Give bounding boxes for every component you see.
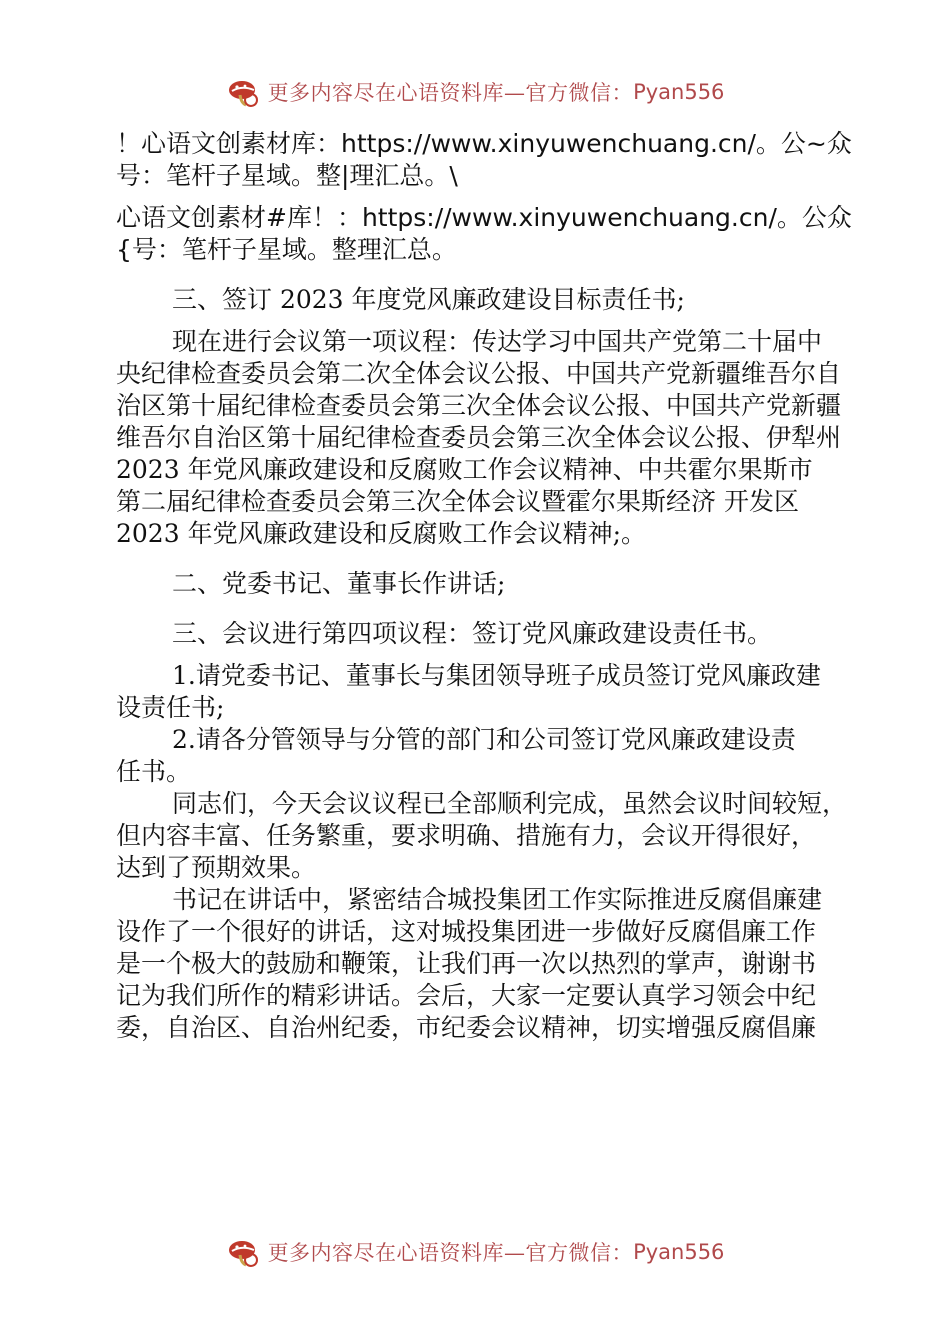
paragraph-line: 2023 年党风廉政建设和反腐败工作会议精神;。 xyxy=(116,519,646,548)
watermark-line: {号：笔杆子星域。整理汇总。 xyxy=(116,235,457,264)
paragraph-agenda-three: 三、签订 2023 年度党风廉政建设目标责任书; xyxy=(172,285,685,314)
paragraph-line: 同志们，今天会议议程已全部顺利完成，虽然会议时间较短， xyxy=(172,789,848,818)
banner-text: 更多内容尽在心语资料库—官方微信： xyxy=(267,81,634,105)
paragraph-line: 委，自治区、自治州纪委，市纪委会议精神，切实增强反腐倡廉 xyxy=(116,1013,817,1042)
paragraph-line: 记为我们所作的精彩讲话。会后，大家一定要认真学习领会中纪 xyxy=(116,981,817,1010)
paragraph-agenda-two: 二、党委书记、董事长作讲话; xyxy=(172,569,506,598)
banner-wechat-id: Pyan556 xyxy=(633,1240,725,1264)
watermark-line: 心语文创素材#库！：https://www.xinyuwenchuang.cn/。公众 xyxy=(116,203,852,232)
paragraph-line: 2023 年党风廉政建设和反腐败工作会议精神、中共霍尔果斯市 xyxy=(116,455,813,484)
paragraph-agenda-four: 三、会议进行第四项议程：签订党风廉政建设责任书。 xyxy=(172,619,773,648)
paragraph-line: 央纪律检查委员会第二次全体会议公报、中国共产党新疆维吾尔自 xyxy=(116,359,842,388)
list-item: 2.请各分管领导与分管的部门和公司签订党风廉政建设责 xyxy=(172,725,796,754)
header-banner xyxy=(0,70,950,114)
paragraph-line: 是一个极大的鼓励和鞭策，让我们再一次以热烈的掌声，谢谢书 xyxy=(116,949,817,978)
paragraph-line: 书记在讲话中，紧密结合城投集团工作实际推进反腐倡廉建 xyxy=(172,885,823,914)
paragraph-line: 达到了预期效果。 xyxy=(116,853,317,882)
paragraph-line: 但内容丰富、任务繁重，要求明确、措施有力，会议开得很好， xyxy=(116,821,817,850)
banner-wechat-id: Pyan556 xyxy=(633,80,725,104)
paragraph-line: 设作了一个很好的讲话，这对城投集团进一步做好反腐倡廉工作 xyxy=(116,917,817,946)
list-item: 1.请党委书记、董事长与集团领导班子成员签订党风廉政建 xyxy=(172,661,821,690)
paragraph-line: 现在进行会议第一项议程：传达学习中国共产党第二十届中 xyxy=(172,327,823,356)
paragraph-line: 治区第十届纪律检查委员会第三次全体会议公报、中国共产党新疆 xyxy=(116,391,842,420)
watermark-line: ！心语文创素材库：https://www.xinyuwenchuang.cn/。公~众 xyxy=(116,129,852,158)
list-item-continuation: 任书。 xyxy=(116,757,192,786)
paragraph-line: 维吾尔自治区第十届纪律检查委员会第三次全体会议公报、伊犁州 xyxy=(116,423,842,452)
mushroom-logo-icon xyxy=(226,74,262,110)
watermark-line: 号：笔杆子星域。整|理汇总。\ xyxy=(116,161,458,190)
mushroom-logo-icon xyxy=(226,1234,262,1270)
banner-text: 更多内容尽在心语资料库—官方微信： xyxy=(267,1241,634,1265)
document-body xyxy=(116,128,852,1044)
paragraph-line: 第二届纪律检查委员会第三次全体会议暨霍尔果斯经济 开发区 xyxy=(116,487,799,516)
list-item-continuation: 设责任书; xyxy=(116,693,225,722)
footer-banner xyxy=(0,1230,950,1274)
